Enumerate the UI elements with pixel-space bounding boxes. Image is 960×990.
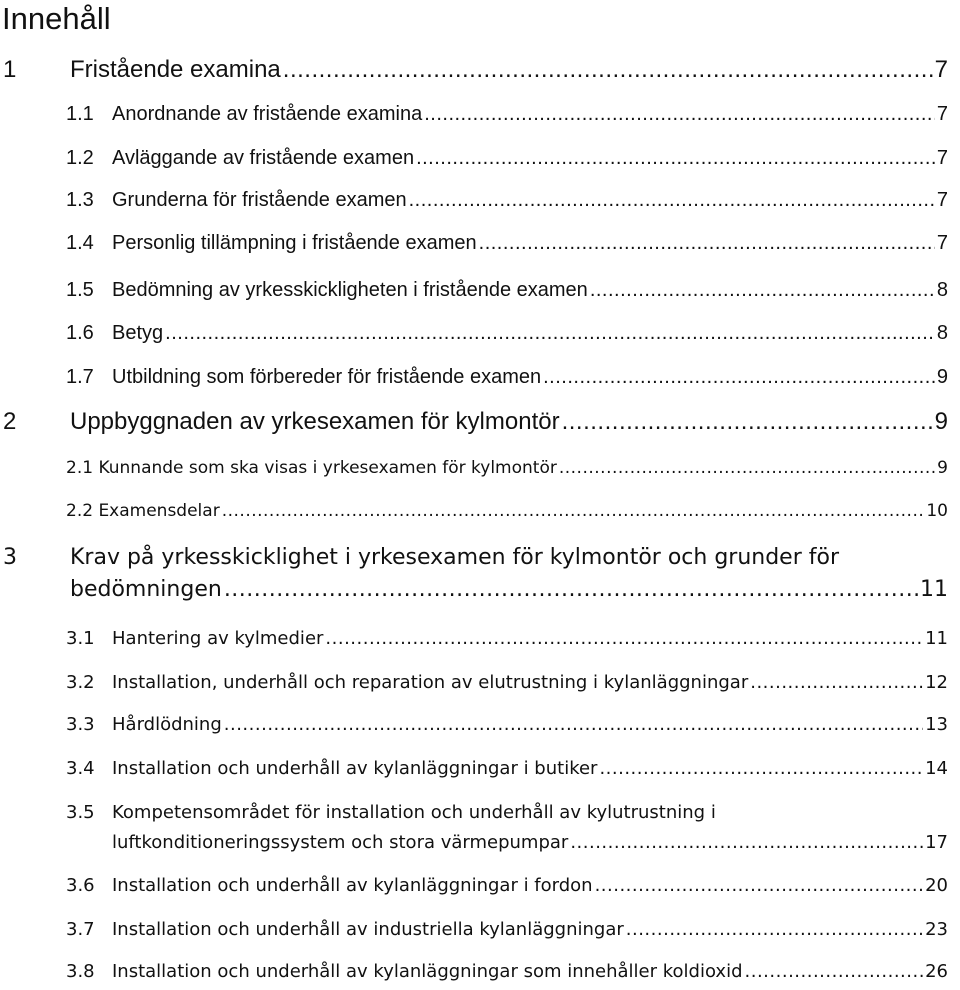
toc-entry-page: 17 bbox=[925, 832, 948, 853]
leader-dots bbox=[559, 455, 935, 481]
toc-entry-3-1[interactable] bbox=[0, 624, 948, 654]
leader-dots bbox=[224, 710, 923, 740]
toc-entry-number: 3.2 bbox=[66, 672, 95, 693]
leader-dots bbox=[599, 754, 923, 784]
toc-entry-page: 7 bbox=[936, 232, 948, 254]
toc-entry-page: 20 bbox=[925, 875, 948, 896]
toc-entry-number: 1.4 bbox=[66, 232, 94, 254]
toc-entry-page: 11 bbox=[925, 628, 948, 649]
toc-entry-number: 3.6 bbox=[66, 875, 95, 896]
leader-dots bbox=[745, 957, 924, 987]
toc-entry-1-3[interactable] bbox=[0, 187, 948, 213]
leader-dots bbox=[570, 828, 923, 858]
toc-entry-2-2[interactable] bbox=[0, 498, 948, 524]
toc-entry-number: 1.2 bbox=[66, 147, 94, 169]
page-title: Innehåll bbox=[2, 1, 111, 36]
toc-entry-1-5[interactable] bbox=[0, 277, 948, 303]
toc-entry-page: 13 bbox=[925, 714, 948, 735]
toc-entry-number: 1.6 bbox=[66, 322, 94, 344]
leader-dots bbox=[590, 277, 935, 303]
toc-entry-3-7[interactable] bbox=[0, 915, 948, 945]
toc-entry-title-continued: bedömningen bbox=[70, 577, 222, 602]
toc-entry-page: 12 bbox=[925, 672, 948, 693]
leader-dots bbox=[750, 668, 923, 698]
toc-entry-number: 1.5 bbox=[66, 279, 94, 301]
toc-entry-title: 2.1 Kunnande som ska visas i yrkesexamen för kylmontör bbox=[66, 458, 557, 478]
toc-entry-3[interactable] bbox=[0, 542, 948, 606]
toc-entry-1-6[interactable] bbox=[0, 320, 948, 346]
toc-entry-number: 3 bbox=[3, 545, 17, 570]
leader-dots bbox=[416, 145, 935, 171]
toc-entry-number: 3.8 bbox=[66, 961, 95, 982]
toc-entry-page: 7 bbox=[936, 147, 948, 169]
toc-entry-1-7[interactable] bbox=[0, 364, 948, 390]
toc-entry-number: 1.7 bbox=[66, 366, 94, 388]
toc-entry-number: 3.4 bbox=[66, 758, 95, 779]
toc-entry-title: Installation och underhåll av kylanläggningar som innehåller koldioxid bbox=[112, 961, 743, 982]
leader-dots bbox=[543, 364, 935, 390]
leader-dots bbox=[626, 915, 923, 945]
leader-dots bbox=[409, 187, 935, 213]
toc-entry-title: Installation och underhåll av kylanläggningar i fordon bbox=[112, 875, 593, 896]
toc-entry-page: 7 bbox=[936, 103, 948, 125]
toc-entry-page: 26 bbox=[925, 961, 948, 982]
toc-entry-title: Betyg bbox=[112, 322, 164, 344]
toc-entry-title: Grunderna för fristående examen bbox=[112, 189, 407, 211]
leader-dots bbox=[325, 624, 923, 654]
toc-entry-title: Uppbyggnaden av yrkesexamen för kylmontör bbox=[70, 408, 560, 435]
toc-entry-page: 8 bbox=[936, 322, 948, 344]
toc-entry-3-3[interactable] bbox=[0, 710, 948, 740]
toc-entry-3-2[interactable] bbox=[0, 668, 948, 698]
toc-entry-page: 7 bbox=[936, 189, 948, 211]
toc-entry-2[interactable] bbox=[0, 407, 948, 437]
toc-entry-title: Avläggande av fristående examen bbox=[112, 147, 415, 169]
toc-entry-title: Installation och underhåll av kylanläggningar i butiker bbox=[112, 758, 598, 779]
leader-dots bbox=[224, 574, 918, 606]
toc-entry-number: 1.3 bbox=[66, 189, 94, 211]
toc-entry-title: Personlig tillämpning i fristående examen bbox=[112, 232, 477, 254]
toc-entry-title: Utbildning som förbereder för fristående examen bbox=[112, 366, 542, 388]
toc-entry-3-8[interactable] bbox=[0, 957, 948, 987]
toc-entry-3-6[interactable] bbox=[0, 871, 948, 901]
leader-dots bbox=[595, 871, 924, 901]
leader-dots bbox=[479, 230, 935, 256]
toc-entry-3-4[interactable] bbox=[0, 754, 948, 784]
toc-entry-page: 14 bbox=[925, 758, 948, 779]
toc-entry-page: 9 bbox=[937, 458, 948, 478]
toc-entry-title: 2.2 Examensdelar bbox=[66, 501, 220, 521]
toc-entry-title: Installation och underhåll av industriella kylanläggningar bbox=[112, 919, 624, 940]
toc-entry-number: 3.1 bbox=[66, 628, 95, 649]
leader-dots bbox=[165, 320, 935, 346]
toc-entry-title: Anordnande av fristående examina bbox=[112, 103, 423, 125]
toc-entry-page: 23 bbox=[925, 919, 948, 940]
toc-entry-number: 2 bbox=[3, 408, 17, 435]
toc-entry-title: Fristående examina bbox=[70, 56, 281, 83]
leader-dots bbox=[424, 101, 935, 127]
toc-entry-1-2[interactable] bbox=[0, 145, 948, 171]
toc-entry-title: Bedömning av yrkesskickligheten i fristående examen bbox=[112, 279, 588, 301]
toc-entry-3-5[interactable] bbox=[0, 798, 948, 858]
toc-entry-title: Kompetensområdet för installation och underhåll av kylutrustning i bbox=[112, 802, 716, 823]
toc-entry-number: 1.1 bbox=[66, 103, 94, 125]
toc-entry-page: 11 bbox=[920, 577, 948, 602]
toc-entry-number: 3.3 bbox=[66, 714, 95, 735]
toc-entry-page: 10 bbox=[926, 501, 948, 521]
toc-entry-page: 7 bbox=[934, 56, 948, 83]
toc-entry-page: 9 bbox=[936, 366, 948, 388]
leader-dots bbox=[562, 407, 933, 437]
toc-entry-title: Krav på yrkesskicklighet i yrkesexamen för kylmontör och grunder för bbox=[70, 545, 840, 570]
leader-dots bbox=[283, 55, 933, 85]
toc-entry-title: Installation, underhåll och reparation av elutrustning i kylanläggningar bbox=[112, 672, 749, 693]
toc-entry-title: Hårdlödning bbox=[112, 714, 222, 735]
toc-entry-1[interactable] bbox=[0, 55, 948, 85]
toc-entry-title-continued: luftkonditioneringssystem och stora värmepumpar bbox=[112, 832, 569, 853]
toc-entry-2-1[interactable] bbox=[0, 455, 948, 481]
toc-entry-number: 3.5 bbox=[66, 802, 95, 823]
toc-entry-1-1[interactable] bbox=[0, 101, 948, 127]
toc-entry-number: 3.7 bbox=[66, 919, 95, 940]
toc-entry-page: 9 bbox=[934, 408, 948, 435]
toc-entry-page: 8 bbox=[936, 279, 948, 301]
toc-entry-1-4[interactable] bbox=[0, 230, 948, 256]
leader-dots bbox=[222, 498, 925, 524]
toc-entry-number: 1 bbox=[3, 56, 17, 83]
toc-entry-title: Hantering av kylmedier bbox=[112, 628, 324, 649]
